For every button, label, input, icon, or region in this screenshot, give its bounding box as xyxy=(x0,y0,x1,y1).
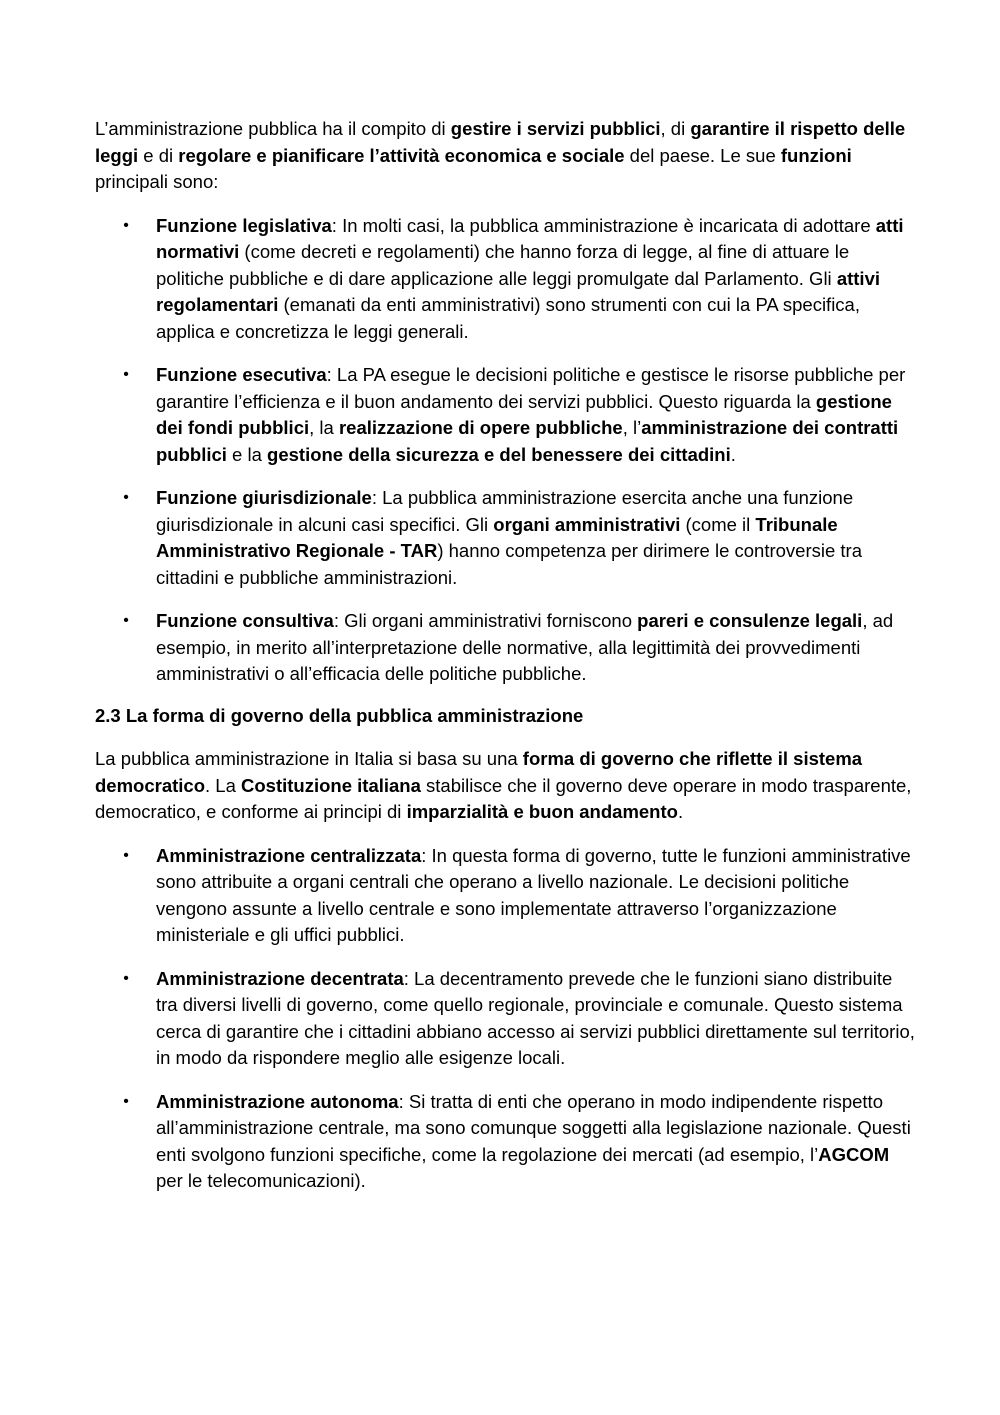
list-item xyxy=(95,608,915,688)
bold-text: amministrazione dei contratti pubblici xyxy=(156,417,899,465)
bold-text: Funzione consultiva xyxy=(156,610,334,631)
bold-text: Amministrazione centralizzata xyxy=(156,844,422,866)
text-run: : In questa forma di governo, tutte le funzioni amministrative sono attribuite a organi centrali che operano a livello nazionale. Le decisioni politiche vengono assunte a livello centrale e sono implementate attraverso l’organizzazione ministeriale e gli uffici pubblici. xyxy=(156,844,911,945)
bold-text: Funzione giurisdizionale xyxy=(156,487,372,508)
text-run: : La PA esegue le decisioni politiche e gestisce le risorse pubbliche per garantire l’efficienza e il buon andamento dei servizi pubblici. Questo riguarda la xyxy=(156,364,906,412)
text-run: . xyxy=(677,801,684,822)
list-item-text xyxy=(156,968,915,1069)
bold-text: Amministrazione autonoma xyxy=(156,1090,399,1112)
list-item-text xyxy=(156,487,862,588)
bold-text: attivi regolamentari xyxy=(156,267,880,315)
list-item-text xyxy=(156,610,893,684)
bullet-icon: • xyxy=(123,846,129,864)
bold-text: gestire i servizi pubblici xyxy=(450,118,661,139)
text-run: : La decentramento prevede che le funzioni siano distribuite tra diversi livelli di governo, come quello regionale, provinciale e comunale. Questo sistema cerca di garantire che i cittadini abbiano accesso ai servizi pubblici direttamente sul territorio, in modo da rispondere meglio alle esigenze locali. xyxy=(156,967,915,1068)
list-item xyxy=(95,362,915,468)
bold-text: forma di governo che riflette il sistema democratico xyxy=(95,748,863,796)
text-run: (emanati da enti amministrativi) sono strumenti con cui la PA specifica, applica e concretizza le leggi generali. xyxy=(156,294,860,342)
text-run: , ad esempio, in merito all’interpretazione delle normative, alla legittimità dei provvedimenti amministrativi o all’efficacia delle politiche pubbliche. xyxy=(156,610,894,684)
list-item xyxy=(95,1089,915,1195)
list-item-text xyxy=(156,845,911,946)
list-item xyxy=(95,485,915,591)
bold-text: gestione della sicurezza e del benessere dei cittadini xyxy=(267,443,731,465)
text-run: e di xyxy=(138,144,179,166)
text-run: per le telecomunicazioni). xyxy=(156,1170,366,1191)
list-item-text xyxy=(156,364,905,465)
text-run: : La pubblica amministrazione esercita anche una funzione giurisdizionale in alcuni casi specifici. Gli xyxy=(156,487,854,535)
bold-text: Amministrazione decentrata xyxy=(156,967,404,989)
list-item xyxy=(95,213,915,346)
bold-text: gestione dei fondi pubblici xyxy=(156,390,892,438)
list-item-text xyxy=(156,215,904,342)
bullet-icon: • xyxy=(123,489,129,506)
funzioni-list xyxy=(95,213,915,688)
bold-text: garantire il rispetto delle leggi xyxy=(95,118,906,166)
bold-text: realizzazione di opere pubbliche xyxy=(338,417,623,438)
text-run: . xyxy=(730,443,736,465)
bold-text: pareri e consulenze legali xyxy=(637,610,863,631)
text-run: , l’ xyxy=(622,417,642,438)
bullet-icon: • xyxy=(123,366,129,383)
list-item xyxy=(95,966,915,1072)
bold-text: atti normativi xyxy=(156,214,904,262)
bold-text: regolare e pianificare l’attività economica e sociale xyxy=(178,144,625,166)
document-page xyxy=(95,116,915,1212)
text-run: L’amministrazione pubblica ha il compito di xyxy=(95,118,451,139)
bold-text: Funzione legislativa xyxy=(156,214,332,236)
text-run: stabilisce che il governo deve operare in modo trasparente, democratico, e conforme ai principi di xyxy=(95,774,912,822)
text-run: , di xyxy=(660,118,691,139)
list-item-text xyxy=(156,1091,911,1192)
text-run: ) hanno competenza per dirimere le controversie tra cittadini e pubbliche amministrazioni. xyxy=(156,540,862,588)
bullet-icon: • xyxy=(123,1092,129,1110)
bold-text: AGCOM xyxy=(818,1143,890,1165)
bold-text: Costituzione italiana xyxy=(241,774,421,796)
forme-list xyxy=(95,843,915,1195)
bullet-icon: • xyxy=(123,612,129,629)
text-run: : In molti casi, la pubblica amministrazione è incaricata di adottare xyxy=(331,214,876,236)
bold-text: Tribunale Amministrativo Regionale - TAR xyxy=(156,513,838,561)
text-run: . La xyxy=(205,774,242,796)
bold-text: funzioni xyxy=(780,144,852,166)
text-run: e la xyxy=(226,443,268,465)
text-run: : Si tratta di enti che operano in modo indipendente rispetto all’amministrazione centrale, ma sono comunque soggetti alla legislazione nazionale. Questi enti svolgono funzioni specifiche, come la regolazione dei mercati (ad esempio, l’ xyxy=(156,1090,911,1165)
text-run: (come decreti e regolamenti) che hanno forza di legge, al fine di attuare le politiche pubbliche e di dare applicazione alle leggi promulgate dal Parlamento. Gli xyxy=(156,241,850,289)
text-run: : Gli organi amministrativi forniscono xyxy=(333,610,638,631)
section-heading: 2.3 La forma di governo della pubblica amministrazione xyxy=(95,704,584,726)
governo-paragraph xyxy=(95,746,915,826)
bullet-icon: • xyxy=(123,216,129,234)
text-run: , la xyxy=(309,417,339,438)
text-run: principali sono: xyxy=(95,171,219,192)
list-item xyxy=(95,843,915,949)
bold-text: organi amministrativi xyxy=(493,513,681,535)
bold-text: imparzialità e buon andamento xyxy=(406,801,678,822)
text-run: (come il xyxy=(680,513,756,535)
bold-text: Funzione esecutiva xyxy=(156,364,327,385)
intro-paragraph xyxy=(95,116,915,196)
bullet-icon: • xyxy=(123,969,129,987)
text-run: del paese. Le sue xyxy=(624,144,781,166)
text-run: La pubblica amministrazione in Italia si basa su una xyxy=(95,748,523,769)
